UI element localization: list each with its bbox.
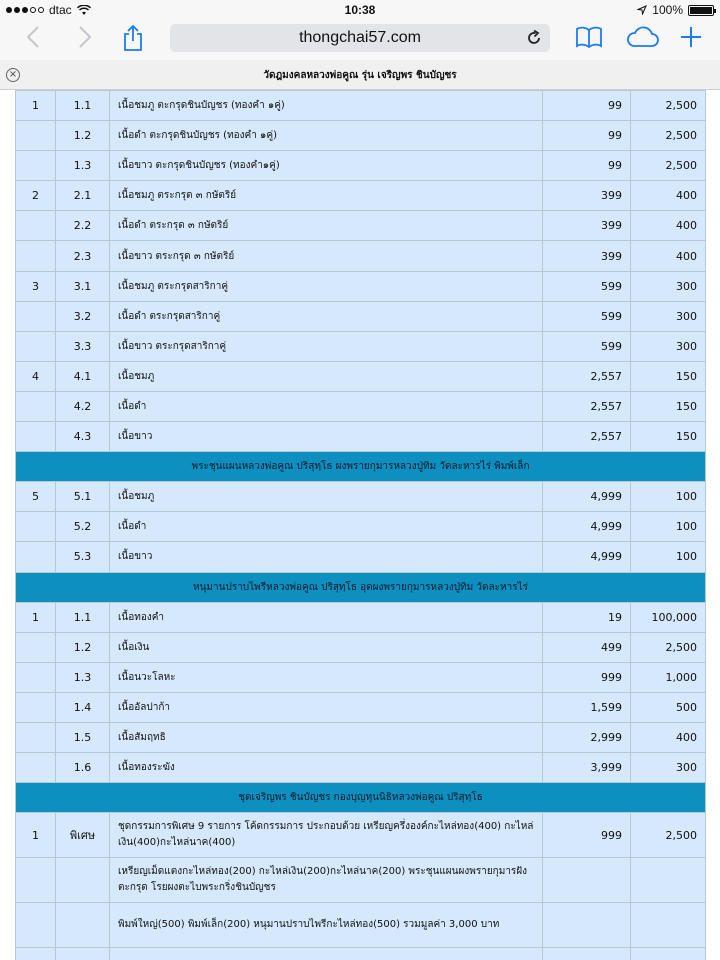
quantity: 4,999 [543,512,631,542]
price: 100,000 [631,602,706,632]
quantity: 2,999 [543,722,631,752]
table-row [16,753,706,783]
row-number [16,391,56,421]
quantity [543,858,631,903]
price: 100 [631,542,706,572]
price: 400 [631,241,706,271]
row-number: 1 [16,602,56,632]
row-number [16,211,56,241]
sub-number: 5.1 [56,482,110,512]
item-description: เนื้อชมภู ตระกรุดสาริกาคู่ [110,271,543,301]
row-number: 2 [16,181,56,211]
item-description: เนื้อดำ ตระกรุด ๓ กษัตริย์ [110,211,543,241]
section-header: พระชุนแผนหลวงพ่อคูณ ปริสุทฺโธ ผงพรายกุมารหลวงปู่ทิม วัดละหารไร่ พิมพ์เล็ก [16,452,706,482]
row-number: 5 [16,482,56,512]
table-row [16,722,706,752]
row-number [16,422,56,452]
sub-number: 4.2 [56,391,110,421]
table-row [16,632,706,662]
quantity: 4,999 [543,482,631,512]
new-tab-icon[interactable] [676,25,706,55]
sub-number [56,903,110,948]
price: 2,500 [631,151,706,181]
quantity: 99 [543,121,631,151]
section-header-row [16,783,706,813]
clock: 10:38 [344,3,376,17]
table-row [16,331,706,361]
item-description: เนื้อดำ [110,512,543,542]
sub-number: 2.1 [56,181,110,211]
table-row [16,903,706,948]
carrier-label: dtac [49,3,72,17]
price: 150 [631,391,706,421]
sub-number: 1.3 [56,151,110,181]
table-row [16,391,706,421]
price: 100 [631,512,706,542]
price: 2,500 [631,632,706,662]
quantity: 99 [543,91,631,121]
cloud-tabs-icon[interactable] [624,25,660,55]
quantity: 99 [543,151,631,181]
reload-icon[interactable] [526,24,542,52]
row-number [16,753,56,783]
item-description: เนื้อทองระฆัง [110,753,543,783]
quantity: 999 [543,813,631,858]
item-description: เนื้อเงิน [110,632,543,662]
table-row [16,91,706,121]
item-description: เนื้อขาว [110,542,543,572]
table-row [16,181,706,211]
price-table-container [15,90,705,960]
status-right [637,3,714,17]
quantity: 599 [543,271,631,301]
sub-number: 3.2 [56,301,110,331]
price: 150 [631,422,706,452]
item-description: เนื้อดำ ตะกรุดชินบัญชร (ทองคำ ๑คู่) [110,121,543,151]
price: 100 [631,482,706,512]
battery-percent: 100% [652,3,683,17]
row-number: 1 [16,813,56,858]
row-number [16,241,56,271]
item-description: เหรียญเม็ดแตงกะไหล่ทอง(200) กะไหล่เงิน(200)กะไหล่นาค(200) พระชุนแผนผงพรายกุมารฝังตะกรุด โรยผงตะไบพระกริ่งชินบัญชร [110,858,543,903]
table-row [16,121,706,151]
row-number [16,151,56,181]
item-description: เนื้อขาว ตระกรุด ๓ กษัตริย์ [110,241,543,271]
quantity: 999 [543,662,631,692]
price: 400 [631,211,706,241]
price: 300 [631,301,706,331]
item-description: เนื้อชมภู ตระกรุด ๓ กษัตริย์ [110,181,543,211]
sub-number: พิเศษ [56,813,110,858]
sub-number: 1.4 [56,692,110,722]
price: 150 [631,361,706,391]
item-description: ชุดกรรมการพิเศษ 9 รายการ โค้ดกรรมการ ประกอบด้วย เหรียญครึ่งองค์กะไหล่ทอง(400) กะไหล่เงิน(400)กะไหล่นาค(400) [110,813,543,858]
sub-number: 1.1 [56,91,110,121]
section-header-row [16,572,706,602]
row-number [16,903,56,948]
row-number [16,662,56,692]
item-description: เนื้อชมภู [110,361,543,391]
quantity: 399 [543,241,631,271]
row-number [16,542,56,572]
item-description: เนื้อดำ [110,391,543,421]
table-row [16,662,706,692]
forward-icon[interactable] [70,25,100,55]
table-row [16,948,706,960]
section-header: หนุมานปราบไพรีหลวงพ่อคูณ ปริสุทฺโธ อุดผงพรายกุมารหลวงปู่ทิม วัดละหารไร่ [16,572,706,602]
section-header-row [16,452,706,482]
sub-number: 1.2 [56,121,110,151]
row-number [16,692,56,722]
table-row [16,151,706,181]
item-description: เนื้อดำ ตระกรุดสาริกาคู่ [110,301,543,331]
row-number: 4 [16,361,56,391]
table-row [16,542,706,572]
quantity: 599 [543,301,631,331]
price: 2,500 [631,91,706,121]
item-description: เนื้อขาว [110,422,543,452]
price: 300 [631,753,706,783]
table-row [16,602,706,632]
item-description: เนื้อทองคำ [110,602,543,632]
sub-number: 4.3 [56,422,110,452]
sub-number: 1.6 [56,753,110,783]
row-number [16,722,56,752]
status-bar [0,0,720,20]
price: 400 [631,722,706,752]
tab-bar [0,60,720,90]
sub-number: 3.3 [56,331,110,361]
battery-icon [688,5,714,16]
close-tab-icon[interactable]: × [6,68,20,82]
quantity: 2,557 [543,422,631,452]
sub-number: 1.2 [56,632,110,662]
table-row [16,241,706,271]
row-number [16,301,56,331]
share-icon[interactable] [118,25,148,55]
item-description [110,948,543,960]
price-table [15,90,706,960]
table-row [16,211,706,241]
table-row [16,422,706,452]
item-description: พิมพ์ใหญ่(500) พิมพ์เล็ก(200) หนุมานปราบไพรีกะไหล่ทอง(500) รวมมูลค่า 3,000 บาท [110,903,543,948]
price: 300 [631,331,706,361]
tab-title: วัดฎมงคลหลวงพ่อคูณ รุ่น เจริญพร ชินบัญชร [263,70,457,81]
row-number [16,512,56,542]
battery-level [690,7,712,14]
row-number [16,331,56,361]
quantity: 399 [543,211,631,241]
item-description: เนื้ออัลปาก้า [110,692,543,722]
location-arrow-icon [637,5,647,15]
row-number: 3 [16,271,56,301]
item-description: เนื้อชมภู [110,482,543,512]
price: 300 [631,271,706,301]
sub-number: 1.1 [56,602,110,632]
price: 1,000 [631,662,706,692]
table-row [16,813,706,858]
sub-number: 5.3 [56,542,110,572]
sub-number: 2.3 [56,241,110,271]
sub-number: 2.2 [56,211,110,241]
price: 400 [631,181,706,211]
quantity [543,903,631,948]
section-header: ชุดเจริญพร ชินบัญชร กองบุญทุนนิธิหลวงพ่อคูณ ปริสุทฺโธ [16,783,706,813]
row-number [16,948,56,960]
item-description: เนื้อชมภู ตะกรุดชินบัญชร (ทองคำ ๑คู่) [110,91,543,121]
price: 2,500 [631,813,706,858]
table-row [16,512,706,542]
quantity: 4,999 [543,542,631,572]
row-number [16,632,56,662]
sub-number: 4.1 [56,361,110,391]
price [631,858,706,903]
row-number: 1 [16,91,56,121]
price [631,903,706,948]
price-table-body [16,91,706,960]
quantity: 2,557 [543,391,631,421]
back-icon[interactable] [18,25,48,55]
table-row [16,858,706,903]
price [631,948,706,960]
quantity: 599 [543,331,631,361]
quantity: 399 [543,181,631,211]
table-row [16,301,706,331]
sub-number [56,948,110,960]
item-description: เนื้อขาว ตระกรุดสาริกาคู่ [110,331,543,361]
sub-number: 1.5 [56,722,110,752]
price: 2,500 [631,121,706,151]
bookmarks-icon[interactable] [574,25,604,55]
quantity [543,948,631,960]
quantity: 1,599 [543,692,631,722]
url-text: thongchai57.com [299,29,421,46]
table-row [16,692,706,722]
price: 500 [631,692,706,722]
sub-number: 1.3 [56,662,110,692]
row-number [16,121,56,151]
address-bar[interactable] [170,24,550,52]
row-number [16,858,56,903]
sub-number [56,858,110,903]
table-row [16,361,706,391]
table-row [16,482,706,512]
sub-number: 5.2 [56,512,110,542]
quantity: 499 [543,632,631,662]
sub-number: 3.1 [56,271,110,301]
quantity: 3,999 [543,753,631,783]
quantity: 19 [543,602,631,632]
item-description: เนื้อสัมฤทธิ [110,722,543,752]
item-description: เนื้อขาว ตะกรุดชินบัญชร (ทองคำ๑คู่) [110,151,543,181]
browser-toolbar [0,20,720,60]
quantity: 2,557 [543,361,631,391]
item-description: เนื้อนวะโลหะ [110,662,543,692]
table-row [16,271,706,301]
